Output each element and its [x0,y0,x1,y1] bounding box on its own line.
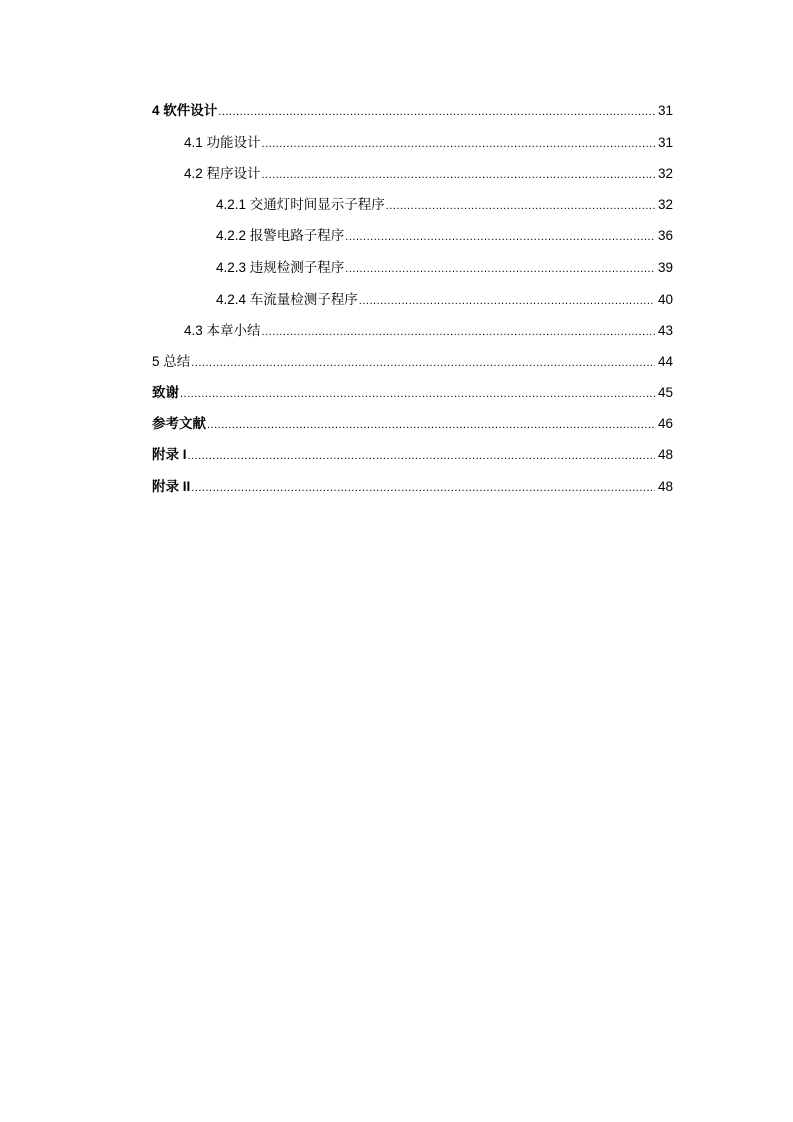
toc-dot-leader [345,258,655,280]
toc-entry-appendix-2[interactable] [152,476,673,498]
toc-entry-acknowledgements[interactable] [152,382,673,404]
toc-entry-page: 44 [657,354,673,369]
toc-entry-page: 43 [657,323,673,338]
toc-dot-leader [262,321,655,343]
toc-dot-leader [191,352,655,374]
toc-entry-4-2-3[interactable] [216,257,673,279]
toc-entry-label: 致谢 [152,385,179,400]
toc-dot-leader [262,164,655,186]
toc-entry-page: 39 [657,260,673,275]
toc-entry-page: 46 [657,416,673,431]
toc-entry-page: 31 [657,103,673,118]
toc-entry-page: 32 [657,197,673,212]
toc-dot-leader [359,290,655,312]
toc-entry-label: 4.2 程序设计 [184,166,261,181]
toc-entry-label: 4.2.4 车流量检测子程序 [216,292,358,307]
toc-dot-leader [180,383,655,405]
toc-entry-label: 5 总结 [152,354,191,369]
toc-entry-4-2-2[interactable] [216,225,673,247]
toc-entry-chapter-5[interactable] [152,351,673,373]
toc-entry-page: 31 [657,135,673,150]
toc-entry-4-2-4[interactable] [216,289,673,311]
toc-entry-label: 附录 II [152,479,191,494]
toc-entry-label: 附录 I [152,447,187,462]
toc-entry-page: 40 [657,292,673,307]
toc-entry-page: 36 [657,228,673,243]
toc-entry-page: 45 [657,385,673,400]
toc-dot-leader [386,195,655,217]
toc-entry-appendix-1[interactable] [152,444,673,466]
toc-entry-label: 4.2.1 交通灯时间显示子程序 [216,197,385,212]
toc-entry-chapter-4[interactable] [152,100,673,122]
toc-entry-label: 4.2.3 违规检测子程序 [216,260,345,275]
toc-entry-page: 48 [657,479,673,494]
toc-entry-4-2[interactable] [184,163,673,185]
toc-entry-4-3[interactable] [184,320,673,342]
toc-dot-leader [345,226,655,248]
toc-entry-label: 4 软件设计 [152,103,218,118]
toc-dot-leader [207,414,655,436]
toc-entry-4-1[interactable] [184,132,673,154]
toc-dot-leader [188,445,655,467]
toc-dot-leader [218,101,655,123]
toc-entry-page: 48 [657,447,673,462]
toc-dot-leader [262,133,655,155]
toc-entry-page: 32 [657,166,673,181]
toc-entry-references[interactable] [152,413,673,435]
toc-dot-leader [191,477,655,499]
toc-entry-label: 4.1 功能设计 [184,135,261,150]
toc-entry-4-2-1[interactable] [216,194,673,216]
toc-entry-label: 4.3 本章小结 [184,323,261,338]
toc-entry-label: 4.2.2 报警电路子程序 [216,228,345,243]
toc-entry-label: 参考文献 [152,416,206,431]
